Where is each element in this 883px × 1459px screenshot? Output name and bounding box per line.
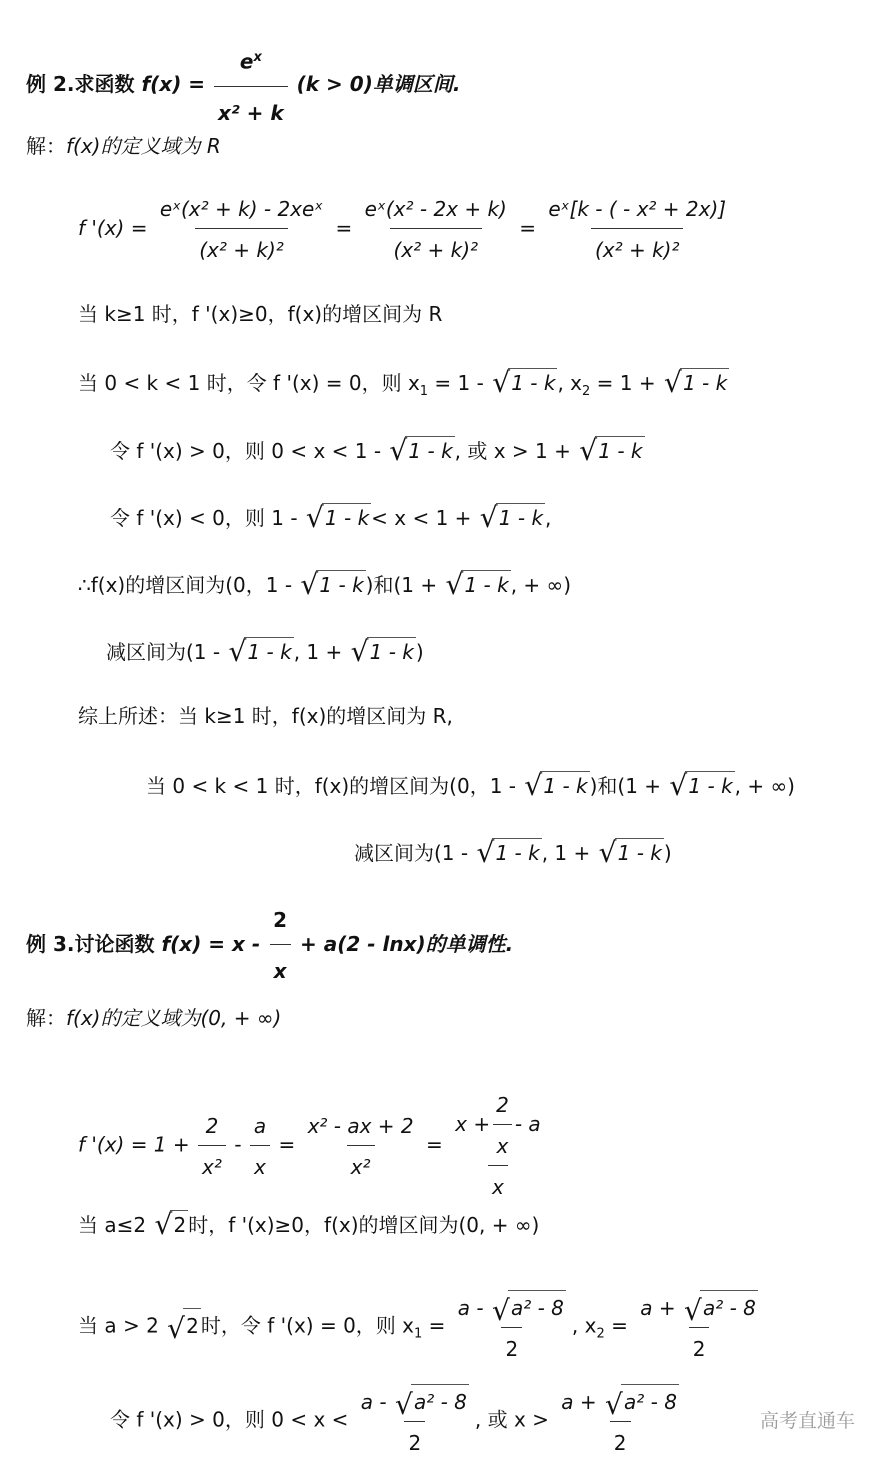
frac-den: (x² + k)²	[591, 228, 684, 265]
solution-2-domain	[26, 134, 221, 158]
frac-den: (x² + k)²	[390, 228, 483, 265]
subscript: 1	[414, 1326, 423, 1342]
text: 令 f '(x) < 0，则 1 -	[110, 506, 298, 530]
sqrt-hook: √	[579, 434, 598, 467]
sqrt-hook: √	[491, 1294, 510, 1327]
num-sup: x	[253, 50, 262, 65]
text: ∴f(x)的增区间为(0，1 -	[78, 573, 293, 597]
frac-den: x	[270, 944, 291, 991]
sqrt-hook: √	[394, 1388, 413, 1421]
radicand: 1 - k	[492, 838, 541, 865]
text: ,	[545, 506, 552, 530]
case-k-lt-1	[78, 368, 729, 404]
frac-num: eˣ(x² - 2x + k)	[364, 197, 507, 221]
text: a +	[561, 1390, 597, 1414]
frac-num: a	[253, 1113, 267, 1138]
example-2-heading	[26, 38, 460, 133]
text: 减区间为(1 -	[106, 640, 221, 664]
sqrt-expression	[492, 366, 557, 399]
radicand: 1 - k	[244, 637, 293, 664]
fraction-a-over-x	[250, 1111, 270, 1182]
text: < x < 1 +	[371, 506, 472, 530]
radicand: 1 - k	[367, 637, 416, 664]
solution-3-domain	[26, 1006, 281, 1030]
frac-num	[454, 1290, 570, 1327]
sqrt-expression	[669, 769, 734, 802]
sqrt-hook: √	[479, 501, 498, 534]
sqrt-expression	[300, 568, 365, 601]
sqrt-expression	[350, 635, 416, 668]
radicand: 1 - k	[595, 436, 644, 463]
derivative-line-3	[78, 1090, 547, 1202]
heading-text: 例 2.求函数	[26, 71, 135, 96]
equals: =	[519, 216, 536, 240]
text: a -	[360, 1390, 387, 1414]
text: 当 a≤2	[78, 1213, 147, 1237]
text: 当 a > 2	[78, 1313, 159, 1338]
solution-label: 解：	[26, 134, 66, 158]
function-name: f(x) =	[141, 71, 206, 96]
text: 减区间为(1 -	[354, 841, 469, 865]
radicand: 1 - k	[496, 503, 545, 530]
frac-num: x² - ax + 2	[307, 1113, 414, 1138]
sqrt-expression	[476, 836, 541, 869]
radicand: a² - 8	[700, 1290, 758, 1323]
frac-den: 2	[689, 1327, 710, 1364]
sqrt-hook: √	[305, 501, 324, 534]
decreasing-interval-line	[106, 635, 424, 668]
case-a-le	[78, 1208, 540, 1241]
case-text: 当 0 < k < 1 时，令 f '(x) = 0，则 x	[78, 371, 420, 395]
sqrt-expression	[228, 635, 293, 668]
sqrt-hook: √	[389, 434, 408, 467]
heading-text: 例 3.讨论函数	[26, 932, 155, 956]
sqrt-hook: √	[476, 836, 495, 869]
frac-num: eˣ(x² + k) - 2xeˣ	[159, 197, 324, 221]
fraction-numerator	[236, 38, 266, 86]
domain-text: f(x)的定义域为 R	[66, 134, 221, 158]
function-fraction	[269, 900, 291, 991]
case-k-ge-1: 当 k≥1 时，f '(x)≥0，f(x)的增区间为 R	[78, 302, 443, 326]
root-x1-fraction	[454, 1290, 570, 1364]
summary-line-3	[354, 836, 672, 869]
subscript: 1	[419, 384, 429, 399]
frac-den: 2	[501, 1327, 522, 1364]
nested-numerator	[451, 1090, 545, 1165]
sqrt-hook: √	[167, 1311, 186, 1345]
positive-derivative-line-3	[110, 1384, 685, 1458]
sqrt-expression	[598, 836, 664, 869]
root-x1-fraction	[357, 1384, 473, 1458]
frac-num: 2	[496, 1093, 509, 1117]
frac-den: x²	[198, 1145, 226, 1182]
sqrt-expression	[605, 1384, 679, 1421]
negative-derivative-line	[110, 501, 552, 534]
sqrt-hook: √	[669, 769, 688, 802]
sqrt-hook: √	[300, 568, 319, 601]
case-text: = 1 +	[590, 371, 656, 395]
inner-fraction	[492, 1090, 513, 1161]
text: , 或 x >	[474, 1407, 549, 1432]
positive-derivative-line	[110, 434, 645, 467]
heading-tail: (k > 0)单调区间.	[296, 71, 461, 96]
case-text: = 1 -	[428, 371, 484, 395]
sqrt-expression	[524, 769, 589, 802]
radicand: 1 - k	[615, 838, 664, 865]
derivative-fraction-2	[361, 194, 511, 265]
text: a +	[640, 1296, 676, 1320]
frac-num	[357, 1384, 473, 1421]
text: )	[663, 841, 672, 865]
radicand: a² - 8	[508, 1290, 566, 1323]
sqrt-hook: √	[154, 1208, 173, 1241]
frac-den: x	[488, 1165, 508, 1202]
frac-den: (x² + k)²	[195, 228, 288, 265]
frac-num	[636, 1290, 762, 1327]
text: =	[604, 1313, 628, 1338]
sqrt-expression	[167, 1308, 201, 1345]
sqrt-expression	[389, 434, 454, 467]
text: )和(1 +	[589, 774, 662, 798]
subscript: 2	[582, 384, 591, 399]
derivative-fraction-1	[156, 194, 327, 265]
frac-den: 2	[610, 1421, 631, 1458]
sqrt-expression	[154, 1208, 188, 1241]
sqrt-expression	[491, 1290, 566, 1327]
sqrt-hook: √	[598, 836, 617, 869]
increasing-interval-line	[78, 568, 572, 601]
frac-num: 2	[273, 908, 288, 932]
sqrt-hook: √	[492, 366, 511, 399]
frac-den: 2	[404, 1421, 425, 1458]
summary-line-2	[146, 769, 795, 802]
text: - a	[514, 1112, 541, 1136]
derivative-lhs: f '(x) =	[78, 216, 148, 240]
text: 令 f '(x) > 0，则 0 < x < 1 -	[110, 439, 382, 463]
minus: -	[234, 1132, 242, 1157]
text: , 1 +	[293, 640, 343, 664]
fraction-2-over-x2	[198, 1111, 226, 1182]
derivative-line	[78, 194, 732, 265]
equals: =	[278, 1132, 296, 1157]
radicand: 1 - k	[685, 771, 734, 798]
summary-line-1: 综上所述：当 k≥1 时，f(x)的增区间为 R,	[78, 704, 453, 728]
subscript: 2	[596, 1326, 605, 1342]
radicand: 1 - k	[540, 771, 589, 798]
sqrt-hook: √	[445, 568, 464, 601]
sqrt-hook: √	[228, 635, 247, 668]
text: 当 0 < k < 1 时，f(x)的增区间为(0，1 -	[146, 774, 516, 798]
watermark: 高考直通车	[759, 1410, 855, 1432]
radicand: 2	[170, 1210, 188, 1237]
function-fraction	[214, 38, 288, 133]
text: , 1 +	[541, 841, 591, 865]
text: 令 f '(x) > 0，则 0 < x <	[110, 1407, 349, 1432]
equals: =	[426, 1132, 443, 1157]
sqrt-expression	[683, 1290, 758, 1327]
sqrt-hook: √	[663, 366, 682, 399]
radicand: a² - 8	[411, 1384, 469, 1417]
frac-num: eˣ[k - ( - x² + 2x)]	[548, 197, 727, 221]
text: , x	[571, 1313, 597, 1338]
radicand: 1 - k	[508, 368, 557, 395]
sqrt-hook: √	[350, 635, 369, 668]
sqrt-expression	[305, 501, 371, 534]
fraction-combined	[304, 1111, 418, 1182]
root-x2-fraction	[636, 1290, 762, 1364]
sqrt-expression	[445, 568, 510, 601]
equals: =	[335, 216, 353, 240]
radicand: 1 - k	[461, 570, 510, 597]
sqrt-expression	[663, 366, 729, 399]
sqrt-expression	[479, 501, 545, 534]
solution-label: 解：	[26, 1006, 66, 1030]
function-name: f(x) = x -	[161, 932, 261, 956]
text: )	[415, 640, 424, 664]
root-x2-fraction	[557, 1384, 683, 1458]
frac-num: 2	[205, 1113, 219, 1138]
fraction-nested	[451, 1090, 545, 1202]
heading-tail: + a(2 - lnx)的单调性.	[300, 932, 514, 956]
radicand: 1 - k	[680, 368, 729, 395]
frac-den: x²	[347, 1145, 375, 1182]
case-text: , x	[557, 371, 583, 395]
text: , 或 x > 1 +	[454, 439, 571, 463]
text: , + ∞)	[510, 573, 572, 597]
text: 时，f '(x)≥0，f(x)的增区间为(0, + ∞)	[188, 1213, 540, 1237]
domain-text: f(x)的定义域为(0, + ∞)	[66, 1006, 282, 1030]
radicand: 2	[183, 1308, 201, 1341]
num-base: e	[239, 49, 254, 74]
text: , + ∞)	[734, 774, 795, 798]
text: 时，令 f '(x) = 0，则 x	[200, 1313, 414, 1338]
derivative-lhs: f '(x) = 1 +	[78, 1132, 190, 1157]
fraction-denominator: x² + k	[214, 86, 288, 133]
frac-den: x	[493, 1124, 513, 1161]
derivative-fraction-3	[544, 194, 730, 265]
radicand: a² - 8	[621, 1384, 679, 1417]
sqrt-hook: √	[605, 1388, 623, 1421]
sqrt-expression	[579, 434, 644, 467]
sqrt-hook: √	[683, 1294, 702, 1327]
case-a-gt	[78, 1290, 764, 1364]
frac-den: x	[250, 1145, 270, 1182]
sqrt-expression	[394, 1384, 469, 1421]
radicand: 1 - k	[316, 570, 365, 597]
text: )和(1 +	[365, 573, 438, 597]
text: x +	[455, 1112, 491, 1136]
frac-num	[557, 1384, 683, 1421]
text: a -	[457, 1296, 484, 1320]
sqrt-hook: √	[524, 769, 543, 802]
radicand: 1 - k	[322, 503, 371, 530]
radicand: 1 - k	[405, 436, 454, 463]
example-3-heading	[26, 900, 513, 991]
text: =	[422, 1313, 446, 1338]
